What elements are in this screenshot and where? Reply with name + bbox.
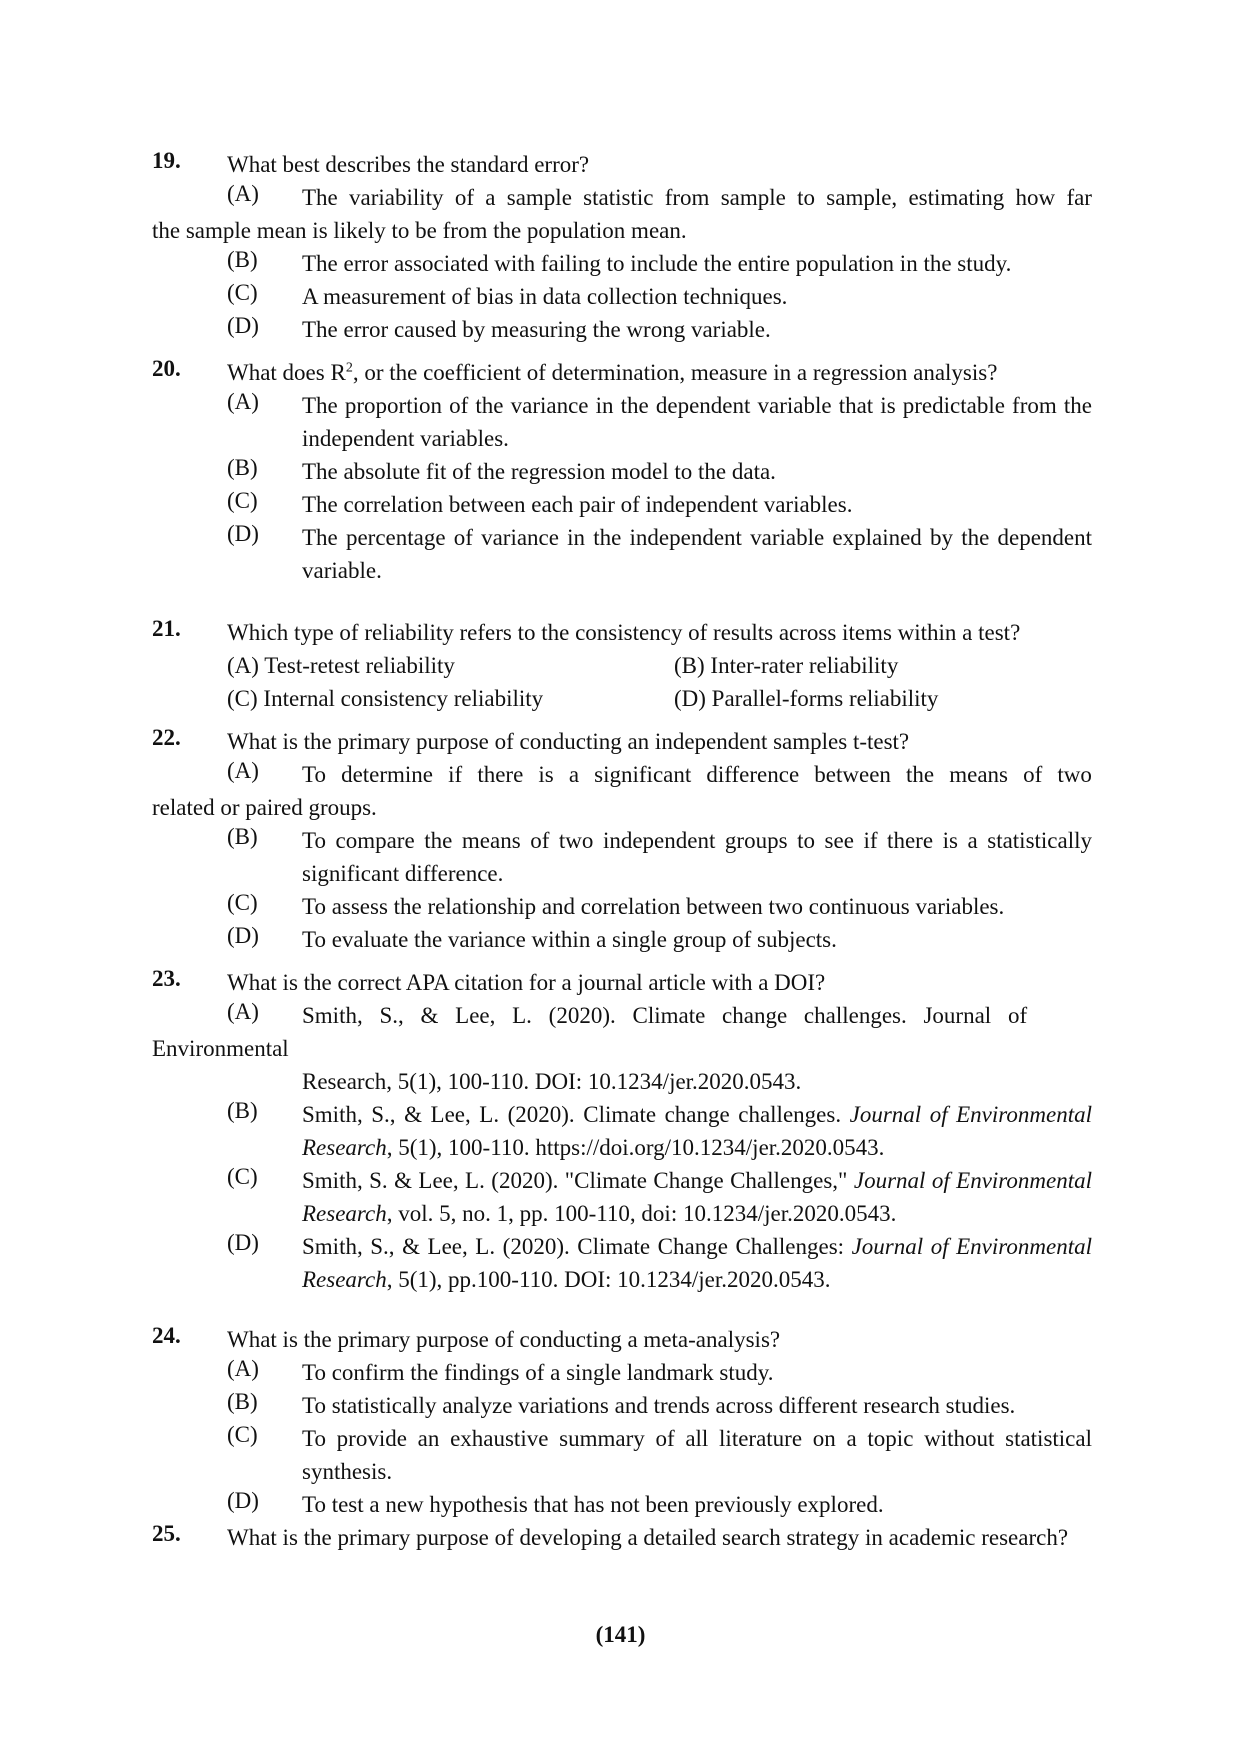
- option-label: (B): [227, 455, 258, 480]
- option-label: (A): [227, 1356, 259, 1381]
- option-label: (A): [227, 999, 259, 1024]
- option-label: (C): [227, 488, 258, 513]
- option-b: (B) Inter-rater reliability: [674, 653, 899, 678]
- option-label: (A): [227, 181, 259, 206]
- question-text: [227, 356, 1092, 389]
- option-label: (C): [227, 1164, 258, 1189]
- citation-authors: Smith, S., & Lee, L. (2020). Climate change challenges.: [302, 1102, 850, 1127]
- superscript: 2: [345, 360, 353, 376]
- question-number: 20.: [152, 356, 181, 381]
- option-text: The absolute fit of the regression model to the data.: [302, 459, 776, 484]
- option-text: To confirm the findings of a single landmark study.: [302, 1360, 774, 1385]
- option-text: The correlation between each pair of independent variables.: [302, 492, 853, 517]
- option-label: (D): [227, 313, 259, 338]
- question-text: What is the primary purpose of conducting an independent samples t-test?: [227, 729, 910, 754]
- option-text: Smith, S., & Lee, L. (2020). Climate change challenges. Journal of: [302, 1003, 1028, 1028]
- option-text: To test a new hypothesis that has not been previously explored.: [302, 1492, 884, 1517]
- option-label: (A): [227, 389, 259, 414]
- option-text: To statistically analyze variations and trends across different research studies.: [302, 1393, 1016, 1418]
- page-number: (141): [595, 1622, 646, 1647]
- question-number: 23.: [152, 966, 181, 991]
- citation-details: , 5(1), 100-110. https://doi.org/10.1234/jer.2020.0543.: [386, 1135, 885, 1160]
- option-text: The percentage of variance in the independent variable explained by the dependent variable.: [302, 525, 1092, 583]
- option-text: To provide an exhaustive summary of all literature on a topic without statistical synthesis.: [302, 1426, 1092, 1484]
- option-text: To assess the relationship and correlation between two continuous variables.: [302, 894, 1005, 919]
- option-text: [302, 1098, 1092, 1164]
- question-text: What best describes the standard error?: [227, 152, 590, 177]
- citation-authors: Smith, S., & Lee, L. (2020). Climate Change Challenges:: [302, 1234, 852, 1259]
- option-label: (D): [227, 521, 259, 546]
- journal-name: Journal of Environmental Research: [302, 1102, 1092, 1160]
- option-text: [302, 1230, 1092, 1296]
- option-d: (D) Parallel-forms reliability: [674, 686, 939, 711]
- option-label: (B): [227, 247, 258, 272]
- option-continuation: the sample mean is likely to be from the population mean.: [152, 218, 687, 243]
- question-number: 22.: [152, 725, 181, 750]
- question-number: 19.: [152, 148, 181, 173]
- question-text: Which type of reliability refers to the consistency of results across items within a test?: [227, 620, 1021, 645]
- option-text: To determine if there is a significant difference between the means of two: [302, 762, 1092, 787]
- citation-details: , vol. 5, no. 1, pp. 100-110, doi: 10.1234/jer.2020.0543.: [386, 1201, 897, 1226]
- question-number: 24.: [152, 1323, 181, 1348]
- option-text: To compare the means of two independent groups to see if there is a statistically significant difference.: [302, 828, 1092, 886]
- option-a: (A) Test-retest reliability: [227, 653, 455, 678]
- option-label: (C): [227, 890, 258, 915]
- option-c: (C) Internal consistency reliability: [227, 686, 544, 711]
- option-text: A measurement of bias in data collection techniques.: [302, 284, 788, 309]
- option-label: (B): [227, 824, 258, 849]
- option-label: (D): [227, 1230, 259, 1255]
- question-text: What is the correct APA citation for a journal article with a DOI?: [227, 970, 826, 995]
- option-label: (C): [227, 280, 258, 305]
- option-text: [302, 1164, 1092, 1230]
- question-text-part: What does R: [227, 360, 346, 385]
- option-label: (C): [227, 1422, 258, 1447]
- option-text: The proportion of the variance in the dependent variable that is predictable from the independent variables.: [302, 393, 1092, 451]
- question-number: 21.: [152, 616, 181, 641]
- option-label: (D): [227, 923, 259, 948]
- journal-name: Journal of Environmental Research: [302, 1168, 1092, 1226]
- option-label: (A): [227, 758, 259, 783]
- question-number: 25.: [152, 1521, 181, 1546]
- question-text: What is the primary purpose of conducting a meta-analysis?: [227, 1327, 781, 1352]
- option-text: The variability of a sample statistic from sample to sample, estimating how far: [302, 185, 1092, 210]
- option-label: (B): [227, 1389, 258, 1414]
- option-text: The error associated with failing to include the entire population in the study.: [302, 251, 1012, 276]
- option-continuation: Environmental: [152, 1036, 289, 1061]
- question-text-part: , or the coefficient of determination, measure in a regression analysis?: [352, 360, 998, 385]
- option-label: (D): [227, 1488, 259, 1513]
- option-continuation: Research, 5(1), 100-110. DOI: 10.1234/jer.2020.0543.: [302, 1069, 802, 1094]
- citation-authors: Smith, S. & Lee, L. (2020). "Climate Change Challenges,": [302, 1168, 854, 1193]
- option-text: To evaluate the variance within a single group of subjects.: [302, 927, 837, 952]
- option-text: The error caused by measuring the wrong variable.: [302, 317, 771, 342]
- option-continuation: related or paired groups.: [152, 795, 377, 820]
- journal-name: Journal of Environmental Research: [302, 1234, 1092, 1292]
- citation-details: , 5(1), pp.100-110. DOI: 10.1234/jer.2020.0543.: [386, 1267, 831, 1292]
- question-text: What is the primary purpose of developing a detailed search strategy in academic research?: [227, 1525, 1069, 1550]
- option-label: (B): [227, 1098, 258, 1123]
